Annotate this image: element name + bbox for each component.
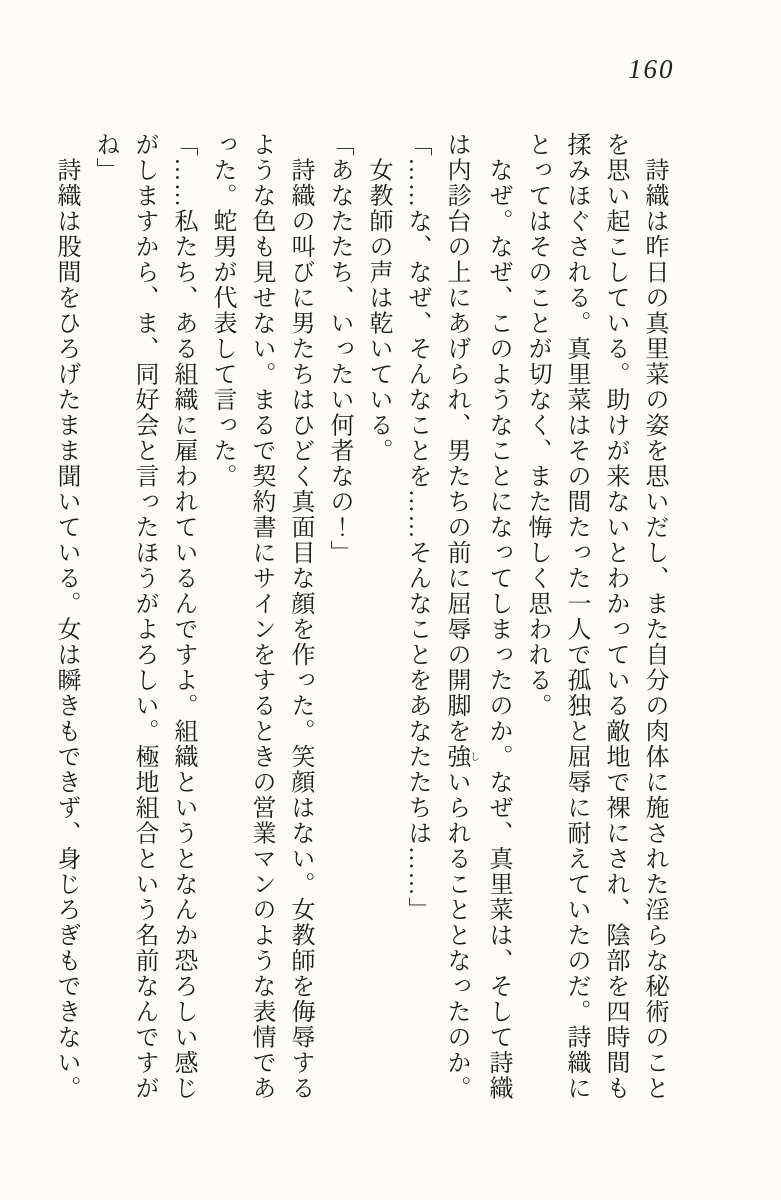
text-block: [46, 132, 673, 1107]
text-line: を思い起こしている。助けが来ないとわかっている敵地で裸にされ、陰部を四時間も: [602, 132, 628, 1101]
text-line: がしますから、ま、同好会と言ったほうがよろしい。極地組合という名前なんですが: [131, 132, 157, 1101]
text-line: 詩織は昨日の真里菜の姿を思いだし、また自分の肉体に施された淫らな秘術のこと: [641, 132, 667, 1101]
text-line: なぜ。なぜ、このようなことになってしまったのか。なぜ、真里菜は、そして詩織: [485, 132, 511, 1101]
text-line: は内診台の上にあげられ、男たちの前に屈辱の開脚を強しいられることとなったのか。: [443, 132, 479, 1101]
page-number: 160: [628, 54, 675, 84]
text-line: 揉みほぐされる。真里菜はその間たった一人で孤独と屈辱に耐えていたのだ。詩織に: [563, 132, 589, 1101]
text-line: 女教師の声は乾いている。: [365, 132, 391, 464]
text-line: 詩織は股間をひろげたまま聞いている。女は瞬きもできず、身じろぎもできない。: [53, 132, 79, 1101]
text-line: 「あなたたち、いったい何者なの！」: [326, 132, 352, 566]
text-line: った。蛇男が代表して言った。: [209, 132, 235, 489]
text-line: ね」: [92, 132, 118, 183]
text-line: 「……な、なぜ、そんなことを……そんなことをあなたたちは……」: [404, 132, 430, 923]
furigana-annotation: 強し: [443, 744, 479, 770]
text-line: 詩織の叫びに男たちはひどく真面目な顔を作った。笑顔はない。女教師を侮辱する: [287, 132, 313, 1101]
text-line: とってはそのことが切なく、また悔しく思われる。: [524, 132, 550, 719]
text-line: ような色も見せない。まるで契約書にサインをするときの営業マンのような表情であ: [248, 132, 274, 1101]
text-line: 「……私たち、ある組織に雇われているんですよ。組織というとなんか恐ろしい感じ: [170, 132, 196, 1101]
